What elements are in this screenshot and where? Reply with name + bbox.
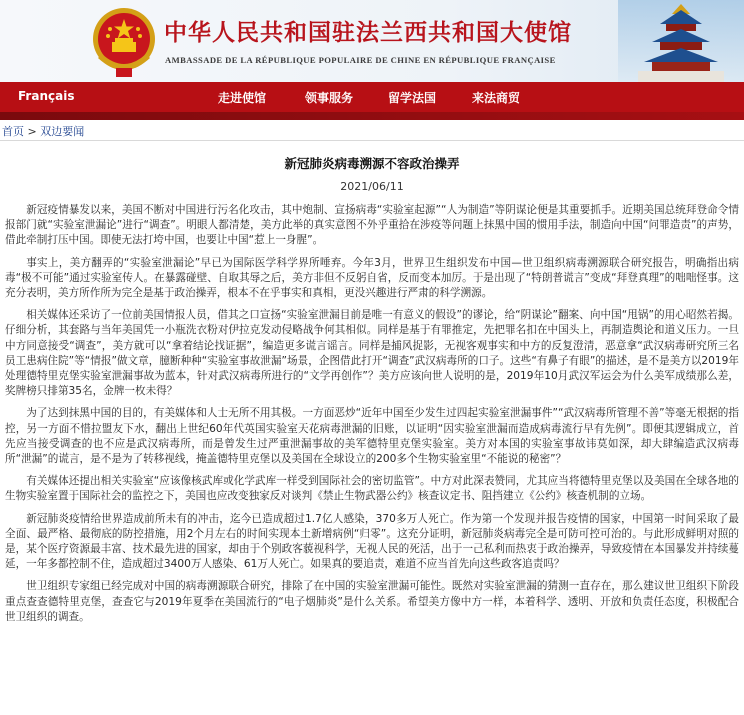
article-paragraph: 事实上，美方翻弄的“实验室泄漏论”早已为国际医学科学界所唾弃。今年3月，世界卫生组织发布中国—世卫组织病毒溯源联合研究报告，明确指出病毒“极不可能”通过实验室传人。在暴露碰壁、自取其辱之后，美方非但不反躬自省，反而变本加厉。于是出现了“特朗普谎言”变成“拜登真理”的咄咄怪事。这充分表明，美方所作所为完全是基于政治操弄，根本不在乎事实和真相，更没兴趣进行严肃的科学溯源。 — [5, 256, 739, 300]
main-navigation — [0, 82, 744, 112]
article-paragraph: 新冠疫情暴发以来，美国不断对中国进行污名化攻击，其中炮制、宣扬病毒“实验室起源”“人为制造”等阴谋论便是其重要抓手。近期美国总统拜登命令情报部门就“实验室泄漏论”进行“调查”。明眼人都清楚，美方此举的真实意图不外乎重拾在涉疫等问题上抹黑中国的惯用手法，制造向中国“问罪造责”的声势，借此牵制打压中国。即使无法打垮中国，也要让中国“惹上一身腥”。 — [5, 204, 739, 247]
nav-divider-strip — [0, 112, 744, 120]
embassy-title-french: AMBASSADE DE LA RÉPUBLIQUE POPULAIRE DE CHINE EN RÉPUBLIQUE FRANÇAISE — [165, 55, 556, 65]
article-paragraph: 为了达到抹黑中国的目的，有美媒体和人士无所不用其极。一方面恶炒“近年中国至少发生过四起实验室泄漏事件”“武汉病毒所管理不善”等毫无根据的指控，另一方面不惜拉盟友下水，翻出上世纪60年代英国实验室天花病毒泄漏的旧账，以证明“因实验室泄漏而造成病毒流行早有先例”。即便其逻辑成立，首先应当接受调查的也不应是武汉病毒所，而是曾发生过严重泄漏事故的美军德特里克堡实验室。美方对本国的实验室事故讳莫如深，却大肆编造武汉病毒所“泄漏”的谎言，是不是为了转移视线，掩盖德特里克堡以及美国在全球设立的200多个生物实验室里“不能说的秘密”？ — [5, 407, 739, 466]
nav-item-study-in-france[interactable]: 留学法国 — [388, 91, 437, 105]
article-paragraph: 相关媒体还采访了一位前美国情报人员，借其之口宣扬“实验室泄漏目前是唯一有意义的假设”的谬论，给“阴谋论”翻案、向中国“甩锅”的用心昭然若揭。仔细分析，其套路与当年美国凭一小瓶洗衣粉对伊拉克发动侵略战争何其相似。同样是基于有罪推定，先把罪名扣在中国头上，再制造舆论和道义压力。一旦中方同意接受“调查”，美方就可以“拿着结论找证据”，编造更多谎言谣言。同样是捕风捉影，无视客观事实和中方的反复澄清，恶意拿“武汉病毒研究所三名员工患病住院”等“情报”做文章，臆断种种“实验室事故泄漏”场景，企图借此打开“调查”武汉病毒所的口子。这些“有鼻子有眼”的描述，是不是美方以2019年处理德特里克堡实验室泄漏事故为蓝本，针对武汉病毒所进行的“文学再创作”？美方应该向世人说明的是，2019年10月武汉军运会为什么美军成绩那么差，奖牌榜只排第35名，金牌一枚未得？ — [5, 309, 739, 398]
language-switch-link[interactable]: Français — [18, 89, 75, 103]
breadcrumb-separator: > — [27, 125, 37, 138]
nav-item-consular-services[interactable]: 领事服务 — [305, 91, 354, 105]
site-header — [0, 0, 744, 82]
article-paragraph: 有关媒体还提出相关实验室“应该像核武库或化学武库一样受到国际社会的密切监管”。中方对此深表赞同，尤其应当将德特里克堡以及美国在全球各地的生物实验室置于国际社会的监控之下，美国也应改变独家反对谈判《禁止生物武器公约》核查议定书、阻挡建立《公约》核查机制的立场。 — [5, 475, 739, 503]
article-date: 2021/06/11 — [340, 180, 404, 193]
national-emblem-icon[interactable] — [88, 2, 160, 80]
breadcrumb-home-link[interactable]: 首页 — [2, 125, 24, 138]
nav-item-about-embassy[interactable]: 走进使馆 — [218, 91, 267, 105]
article-paragraph: 世卫组织专家组已经完成对中国的病毒溯源联合研究，排除了在中国的实验室泄漏可能性。既然对实验室泄漏的猜测一直存在，那么建议世卫组织下阶段重点查查德特里克堡，查查它与2019年夏季在美国流行的“电子烟肺炎”是什么关系。希望美方像中方一样，本着科学、透明、开放和负责任态度，积极配合世卫组织的调查。 — [5, 580, 739, 623]
article-body — [5, 203, 739, 632]
breadcrumb-current-link[interactable]: 双边要闻 — [40, 125, 85, 138]
breadcrumb — [2, 123, 84, 139]
article-paragraph: 新冠肺炎疫情给世界造成前所未有的冲击，迄今已造成超过1.7亿人感染，370多万人死亡。作为第一个发现并报告疫情的国家，中国第一时间采取了最全面、最严格、最彻底的防控措施，用2个月左右的时间实现本土新增病例“归零”。这充分证明，新冠肺炎病毒完全是可防可控可治的。与此形成鲜明对照的是，某个医疗资源最丰富、技术最先进的国家，却由于个别政客藐视科学，无视人民的死活，出于一己私利而热衷于政治操弄，导致疫情在本国暴发并持续蔓延，一年多都控制不住，造成超过3400万人感染、61万人死亡。如果真的要追责，难道不应当首先向这些政客追责吗？ — [5, 512, 739, 571]
embassy-title-chinese: 中华人民共和国驻法兰西共和国大使馆 — [164, 19, 572, 46]
nav-item-business[interactable]: 来法商贸 — [472, 91, 521, 105]
breadcrumb-divider — [0, 140, 744, 141]
article-title: 新冠肺炎病毒溯源不容政治操弄 — [284, 156, 460, 171]
temple-of-heaven-icon — [618, 0, 744, 82]
